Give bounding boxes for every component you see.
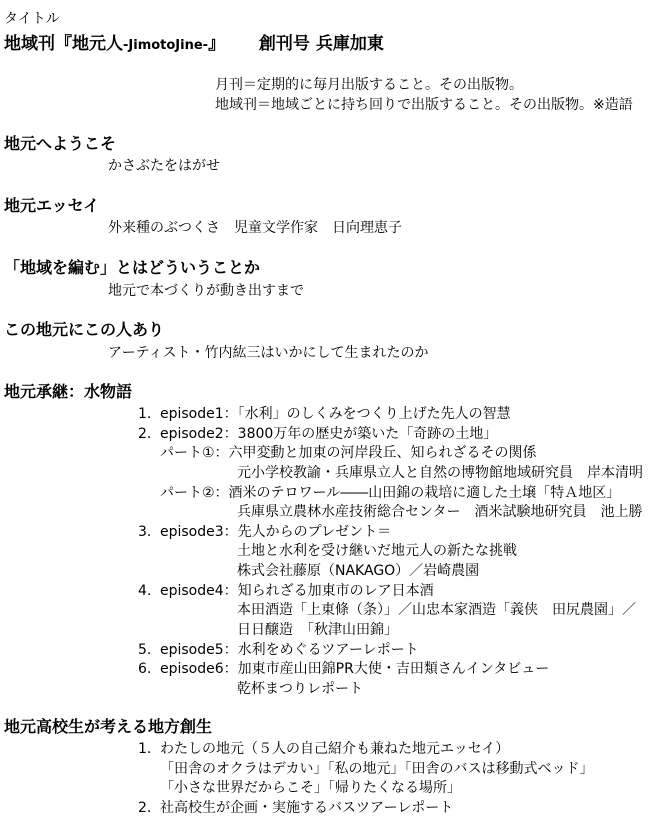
title-label: タイトル [4, 11, 60, 27]
section-heading: 地元へようこそ [4, 134, 117, 153]
section-heading: この地元にこの人あり [4, 320, 165, 339]
list-item: 2. episode2：3800万年の歴史が築いた「奇跡の土地」 [138, 426, 498, 442]
definition-line-2: 地域刊＝地域ごとに持ち回りで出版すること。その出版物。※造語 [215, 97, 633, 113]
section-subtitle: かさぶたをはがせ [108, 158, 220, 174]
title-subtitle: -JimotoJine- [123, 38, 209, 53]
list-subitem: パート②：酒米のテロワール――山田錦の栽培に適した土壌「特Ａ地区」 [160, 485, 621, 501]
title-suffix: 』 [208, 34, 226, 54]
publication-title [4, 33, 384, 57]
section-heading: 地元エッセイ [4, 196, 100, 215]
list-item: 1. episode1：「水利」のしくみをつくり上げた先人の智慧 [138, 406, 511, 422]
list-subitem: 「小さな世界だからこそ」「帰りたくなる場所」 [160, 780, 461, 796]
list-item: 3. episode3：先人からのプレゼント＝ [138, 524, 392, 540]
list-item: 6. episode6：加東市産山田錦PR大使・吉田類さんインタビュー [138, 661, 550, 677]
list-subitem: 日日醸造 「秋津山田錦」 [237, 622, 398, 638]
list-item: 1. わたしの地元（５人の自己紹介も兼ねた地元エッセイ） [138, 741, 510, 757]
list-subitem: 本田酒造「上東條（条）」／山忠本家酒造「義侠 田尻農園」／ [237, 602, 636, 618]
list-item: 5. episode5：水利をめぐるツアーレポート [138, 642, 419, 658]
section-heading-students: 地元高校生が考える地方創生 [4, 717, 213, 736]
list-subitem: 土地と水利を受け継いだ地元人の新たな挑戦 [237, 543, 517, 559]
list-subitem: 「田舎のオクラはデカい」「私の地元」「田舎のバスは移動式ベッド」 [160, 761, 594, 777]
list-subitem: パート①：六甲変動と加東の河岸段丘、知られざるその関係 [160, 445, 537, 461]
section-heading-water: 地元承継：水物語 [4, 382, 133, 401]
list-subitem: 株式会社藤原（NAKAGO）／岩崎農園 [237, 563, 480, 579]
list-subitem: 乾杯まつりレポート [237, 681, 363, 697]
section-subtitle: アーティスト・竹内紘三はいかにして生まれたのか [108, 345, 429, 361]
definition-line-1: 月刊＝定期的に毎月出版すること。その出版物。 [215, 77, 523, 93]
list-item: 2. 社高校生が企画・実施するバスツアーレポート [138, 800, 454, 816]
list-subitem: 元小学校教諭・兵庫県立人と自然の博物館地域研究員 岸本清明 [237, 465, 643, 481]
section-heading: 「地域を編む」とはどういうことか [4, 258, 261, 277]
section-subtitle: 地元で本づくりが動き出すまで [108, 283, 304, 299]
section-subtitle: 外来種のぶつくさ 児童文学作家 日向理恵子 [108, 220, 402, 236]
list-subitem: 兵庫県立農林水産技術総合センター 酒米試験地研究員 池上勝 [237, 504, 643, 520]
list-item: 4. episode4：知られざる加東市のレア日本酒 [138, 583, 434, 599]
title-prefix: 地域刊『地元人 [4, 34, 123, 54]
edition-label: 創刊号 兵庫加東 [258, 34, 384, 54]
